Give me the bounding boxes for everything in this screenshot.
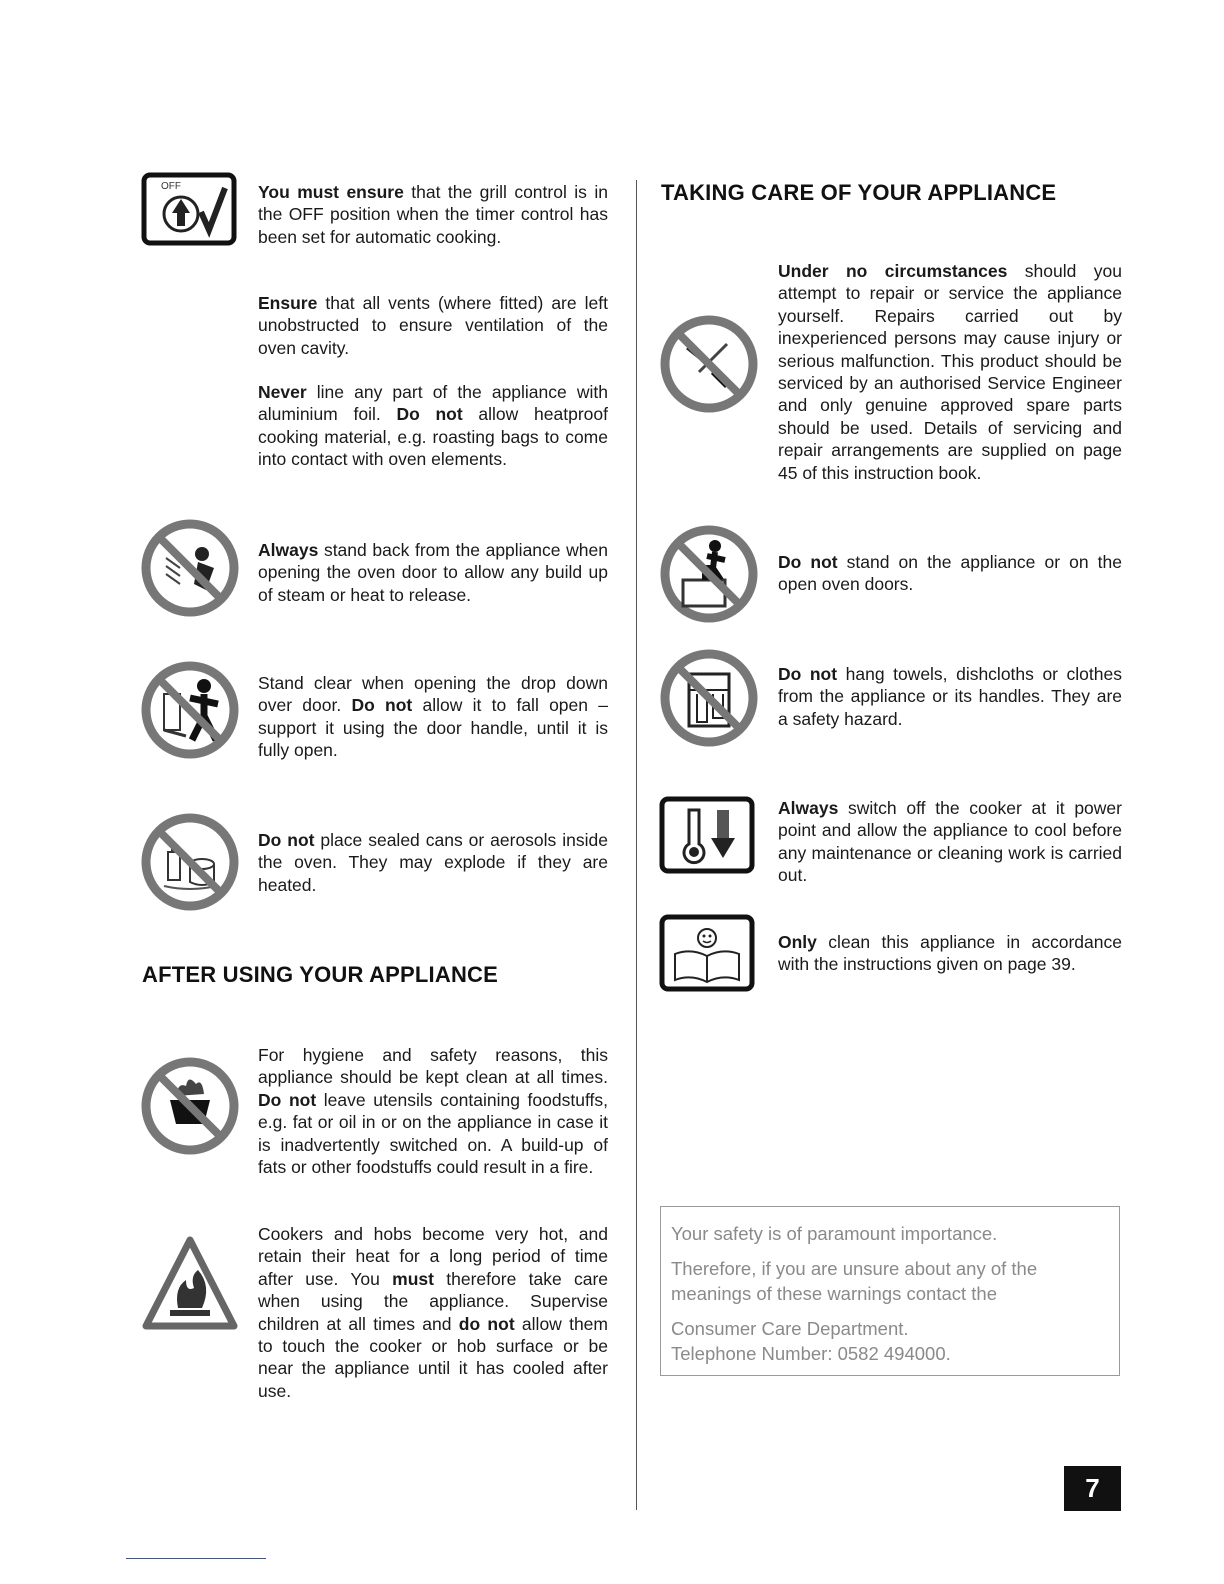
safety-line-4: Telephone Number: 0582 494000. — [671, 1343, 951, 1364]
footer-rule — [126, 1558, 266, 1559]
page-number: 7 — [1064, 1466, 1121, 1511]
svg-text:OFF: OFF — [161, 181, 181, 192]
clean-instructions-paragraph: Only clean this appliance in accordance with the instructions given on page 39. — [778, 932, 1122, 975]
hot-cooker-paragraph: Cookers and hobs become very hot, and retain their heat for a long period of time after use. You must therefore take care when using the appliance. Supervise children at all times and do not allow them to touch the cooker or hob surface or be near the appliance until it has cooled after use. — [258, 1224, 608, 1401]
after-using-heading: AFTER USING YOUR APPLIANCE — [142, 962, 499, 987]
no-towels-icon — [659, 648, 759, 748]
hygiene-paragraph: For hygiene and safety reasons, this appliance should be kept clean at all times. Do not leave utensils containing foodstuffs, e.g. fat or oil in or on the appliance in case it is inadvertently switched on. A build-up of fats or other foodstuffs could result in a fire. — [258, 1045, 608, 1178]
hot-surface-warning-icon — [140, 1234, 240, 1334]
no-standing-paragraph: Do not stand on the appliance or on the open oven doors. — [778, 552, 1122, 595]
read-instructions-icon — [659, 914, 755, 992]
safety-notice-box — [660, 1206, 1120, 1376]
no-repair-icon — [659, 314, 759, 414]
safety-line-3: Consumer Care Department. — [671, 1318, 909, 1339]
steam-paragraph: Always stand back from the appliance when opening the oven door to allow any build up of steam or heat to release. — [258, 540, 608, 605]
switch-off-cool-icon — [659, 796, 755, 874]
drop-door-paragraph: Stand clear when opening the drop down over door. Do not allow it to fall open – support it using the door handle, until it is fully open. — [258, 673, 608, 761]
safety-line-2: Therefore, if you are unsure about any of the meanings of these warnings contact the — [671, 1258, 1038, 1304]
column-divider — [636, 180, 637, 1510]
switch-off-paragraph: Always switch off the cooker at it power point and allow the appliance to cool before any maintenance or cleaning work is carried out. — [778, 798, 1122, 886]
vents-paragraph: Ensure that all vents (where fitted) are left unobstructed to ensure ventilation of the oven cavity. — [258, 293, 608, 358]
grill-off-paragraph: You must ensure that the grill control is in the OFF position when the timer control has been set for automatic cooking. — [258, 182, 608, 247]
stand-clear-door-icon — [140, 660, 240, 760]
grill-off-check-icon — [141, 172, 237, 246]
no-towels-paragraph: Do not hang towels, dishcloths or clothes from the appliance or its handles. They are a safety hazard. — [778, 664, 1122, 729]
no-aerosols-icon — [140, 812, 240, 912]
fat-fire-icon — [140, 1056, 240, 1156]
taking-care-heading: TAKING CARE OF YOUR APPLIANCE — [661, 180, 1057, 205]
safety-line-1: Your safety is of paramount importance. — [671, 1223, 998, 1244]
no-standing-icon — [659, 524, 759, 624]
foil-paragraph: Never line any part of the appliance with aluminium foil. Do not allow heatproof cooking material, e.g. roasting bags to come into contact with oven elements. — [258, 382, 608, 470]
steam-warning-icon — [140, 518, 240, 618]
no-repair-paragraph: Under no circumstances should you attempt to repair or service the appliance yourself. Repairs carried out by inexperienced persons may cause injury or serious malfunction. This product should be serviced by an authorised Service Engineer and only genuine approved spare parts should be used. Details of servicing and repair arrangements are supplied on page 45 of this instruction book. — [778, 261, 1122, 483]
aerosols-paragraph: Do not place sealed cans or aerosols inside the oven. They may explode if they are heated. — [258, 830, 608, 895]
